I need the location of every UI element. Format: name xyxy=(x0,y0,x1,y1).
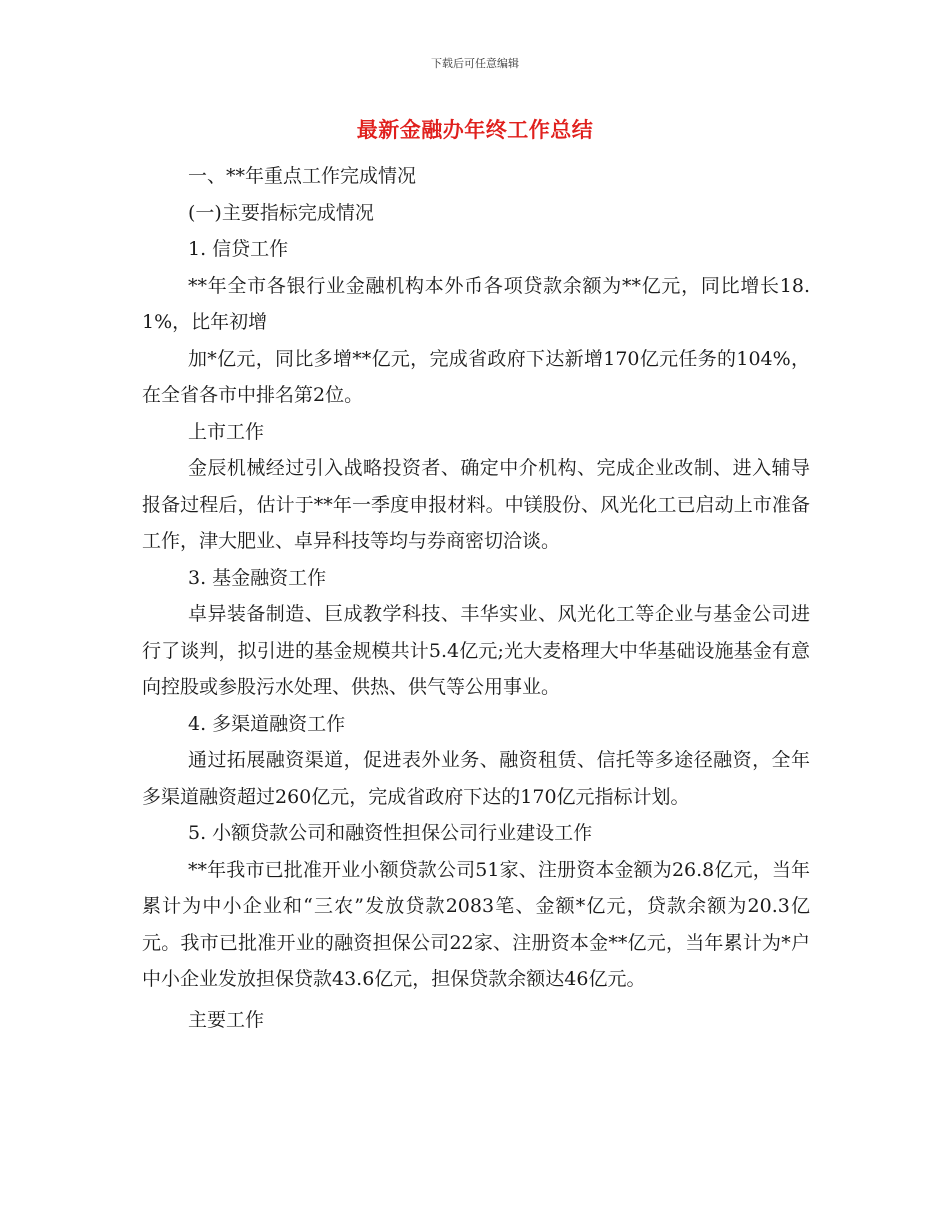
document-title: 最新金融办年终工作总结 xyxy=(356,118,594,142)
section-heading: 一、**年重点工作完成情况 xyxy=(188,165,417,187)
body-paragraph: 金辰机械经过引入战略投资者、确定中介机构、完成企业改制、进入辅导报备过程后，估计于**年一季度申报材料。中镁股份、风光化工已启动上市准备工作，津大肥业、卓异科技等均与券商密切洽谈。 xyxy=(142,457,810,552)
item-heading: 4. 多渠道融资工作 xyxy=(188,712,346,735)
body-paragraph: **年我市已批准开业小额贷款公司51家、注册资本金额为26.8亿元，当年累计为中小企业和“三农”发放贷款2083笔、金额*亿元，贷款余额为20.3亿元。我市已批准开业的融资担保公司22家、注册资本金**亿元，当年累计为*户中小企业发放担保贷款43.6亿元，担保贷款余额达46亿元。 xyxy=(142,858,810,990)
item-heading: 5. 小额贷款公司和融资性担保公司行业建设工作 xyxy=(188,822,593,844)
body-paragraph: 卓异装备制造、巨成教学科技、丰华实业、风光化工等企业与基金公司进行了谈判，拟引进的基金规模共计5.4亿元;光大麦格理大中华基础设施基金有意向控股或参股污水处理、供热、供气等公用事业。 xyxy=(142,603,810,698)
item-heading: 1. 信贷工作 xyxy=(188,238,289,260)
subsection-heading: (一)主要指标完成情况 xyxy=(188,201,374,224)
header-note: 下载后可任意编辑 xyxy=(431,57,519,70)
item-heading: 主要工作 xyxy=(188,1008,265,1031)
body-paragraph: 通过拓展融资渠道，促进表外业务、融资租赁、信托等多途径融资，全年多渠道融资超过260亿元，完成省政府下达的170亿元指标计划。 xyxy=(142,749,810,808)
item-heading: 上市工作 xyxy=(188,420,265,443)
body-paragraph: 加*亿元，同比多增**亿元，完成省政府下达新增170亿元任务的104%，在全省各市中排名第2位。 xyxy=(142,347,810,406)
document-body xyxy=(142,158,810,1038)
body-paragraph: **年全市各银行业金融机构本外币各项贷款余额为**亿元，同比增长18.1%，比年初增 xyxy=(142,274,810,333)
item-heading: 3. 基金融资工作 xyxy=(188,566,327,589)
